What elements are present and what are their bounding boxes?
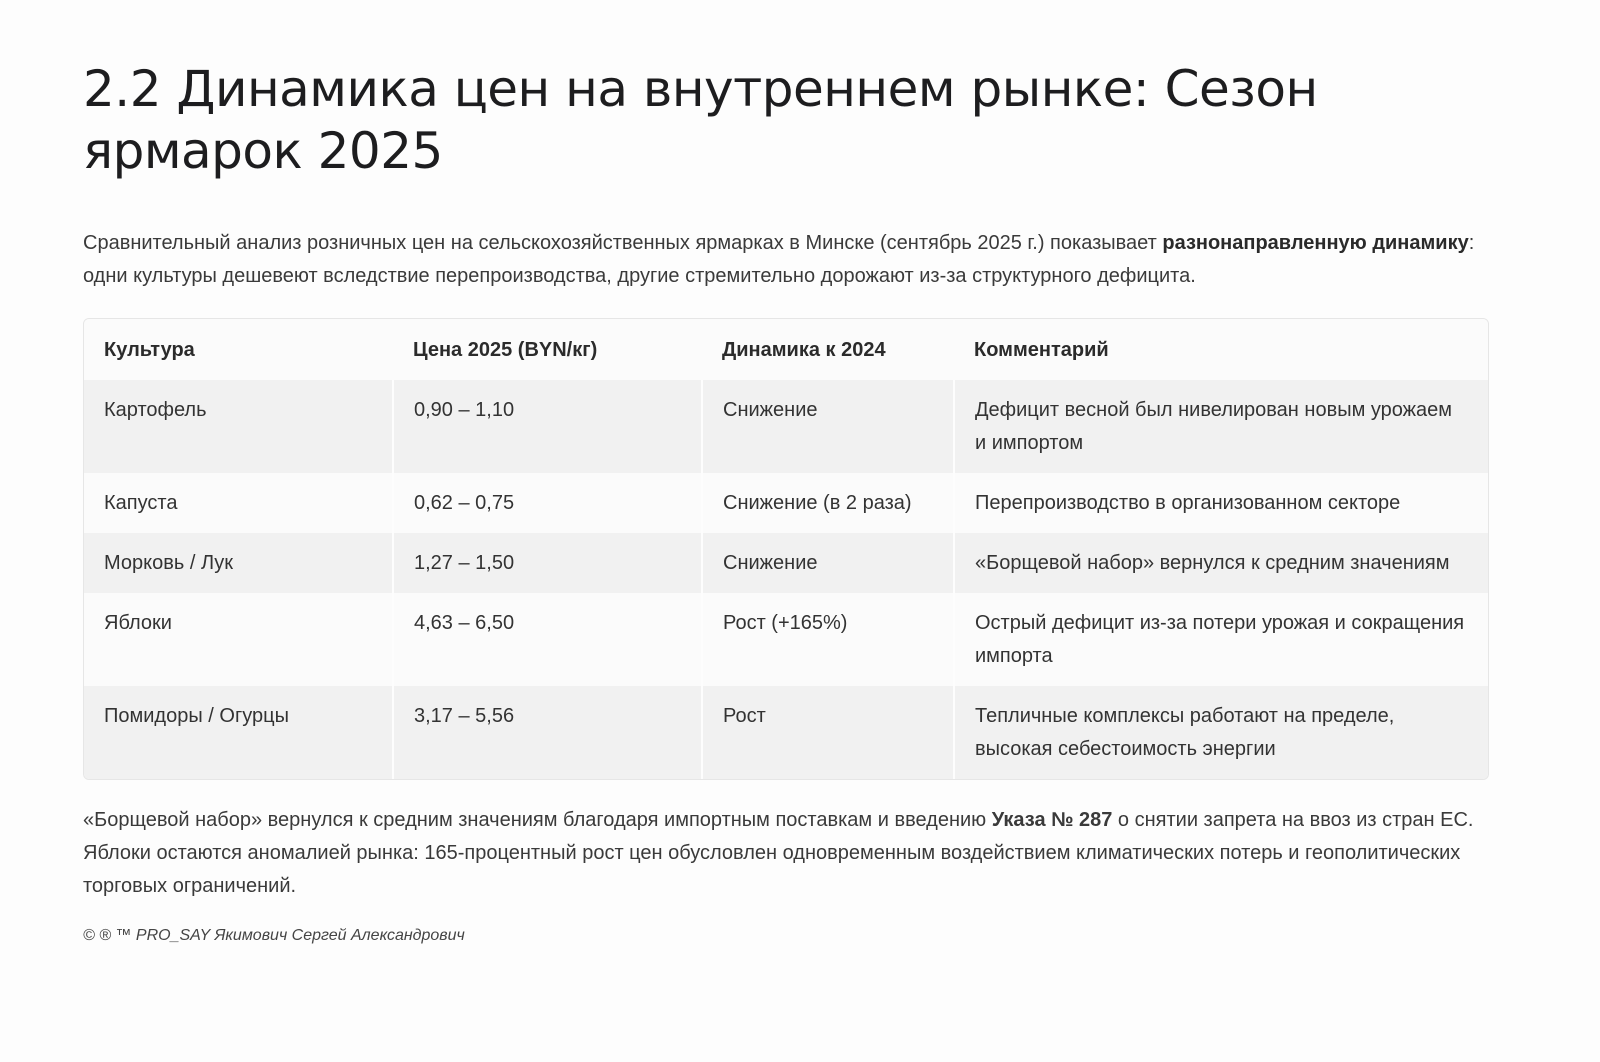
- cell-price: 4,63 – 6,50: [393, 593, 702, 686]
- intro-paragraph: [83, 227, 1503, 293]
- outro-text-start: «Борщевой набор» вернулся к средним значениям благодаря импортным поставкам и введению: [83, 809, 992, 831]
- header-crop: Культура: [84, 319, 393, 380]
- table-row: [84, 473, 1488, 533]
- table-header-row: [84, 319, 1488, 380]
- table-row: [84, 533, 1488, 593]
- page-title: 2.2 Динамика цен на внутреннем рынке: Сезон ярмарок 2025: [83, 60, 1318, 180]
- header-comment: Комментарий: [954, 319, 1488, 380]
- outro-text-end: о снятии запрета на ввоз из стран ЕС. Яблоки остаются аномалией рынка: 165-процентный рост цен обусловлен одновременным воздействием климатических потерь и геополитических торговых ограничений.: [83, 809, 1474, 897]
- price-table-container: [83, 318, 1489, 780]
- cell-crop: Капуста: [84, 473, 393, 533]
- outro-bold-decree: Указа № 287: [991, 809, 1113, 831]
- cell-dynamics: Рост: [702, 686, 954, 779]
- cell-comment: «Борщевой набор» вернулся к средним значениям: [954, 533, 1488, 593]
- cell-comment: Острый дефицит из-за потери урожая и сокращения импорта: [954, 593, 1488, 686]
- cell-crop: Картофель: [84, 380, 393, 473]
- price-table: [84, 319, 1488, 779]
- cell-price: 1,27 – 1,50: [393, 533, 702, 593]
- cell-crop: Помидоры / Огурцы: [84, 686, 393, 779]
- cell-crop: Морковь / Лук: [84, 533, 393, 593]
- cell-price: 3,17 – 5,56: [393, 686, 702, 779]
- cell-dynamics: Снижение: [702, 380, 954, 473]
- table-row: [84, 593, 1488, 686]
- cell-dynamics: Снижение (в 2 раза): [702, 473, 954, 533]
- cell-price: 0,62 – 0,75: [393, 473, 702, 533]
- cell-comment: Тепличные комплексы работают на пределе, высокая себестоимость энергии: [954, 686, 1488, 779]
- cell-price: 0,90 – 1,10: [393, 380, 702, 473]
- intro-text-start: Сравнительный анализ розничных цен на сельскохозяйственных ярмарках в Минске (сентябрь 2025 г.) показывает: [83, 232, 1163, 254]
- table-row: [84, 380, 1488, 473]
- cell-comment: Дефицит весной был нивелирован новым урожаем и импортом: [954, 380, 1488, 473]
- outro-paragraph: [83, 804, 1503, 903]
- header-price: Цена 2025 (BYN/кг): [393, 319, 702, 380]
- header-dynamics: Динамика к 2024: [702, 319, 954, 380]
- table-row: [84, 686, 1488, 779]
- cell-dynamics: Снижение: [702, 533, 954, 593]
- intro-bold-phrase: разнонаправленную динамику: [1162, 232, 1469, 254]
- copyright-notice: © ® ™ PRO_SAY Якимович Сергей Александрович: [83, 927, 465, 944]
- cell-dynamics: Рост (+165%): [702, 593, 954, 686]
- cell-crop: Яблоки: [84, 593, 393, 686]
- cell-comment: Перепроизводство в организованном секторе: [954, 473, 1488, 533]
- intro-text-end: : одни культуры дешевеют вследствие перепроизводства, другие стремительно дорожают из-за структурного дефицита.: [83, 232, 1475, 287]
